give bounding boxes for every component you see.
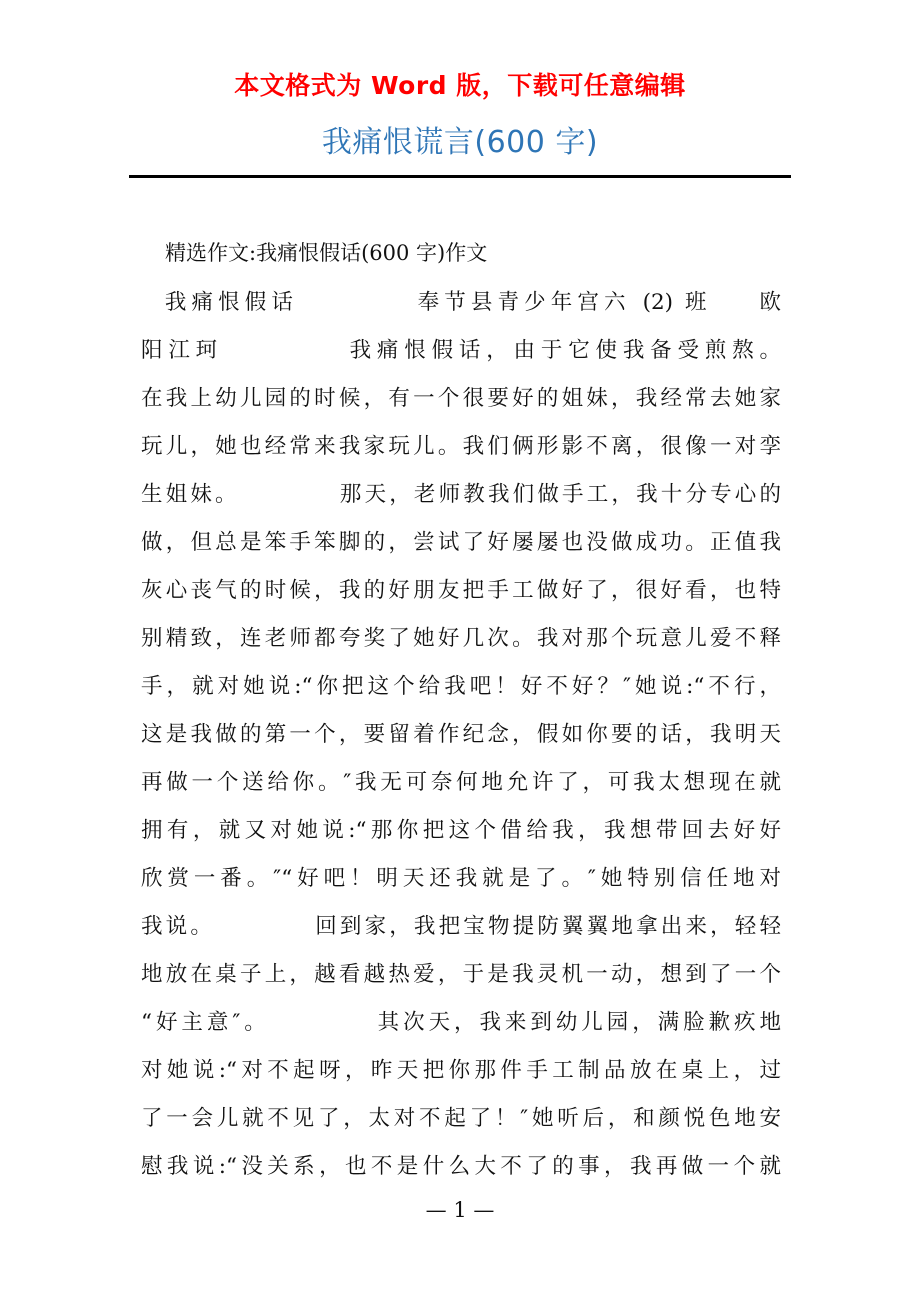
body-line: 灰心丧气的时候，我的好朋友把手工做好了，很好看，也特: [141, 578, 781, 603]
body-line: “好主意″。 其次天，我来到幼儿园，满脸歉疚地: [141, 1010, 781, 1035]
body-line: 地放在桌子上，越看越热爱，于是我灵机一动，想到了一个: [141, 962, 781, 987]
body-line: 对她说:“对不起呀，昨天把你那件手工制品放在桌上，过: [141, 1058, 781, 1083]
body-line: 欣赏一番。″“好吧！明天还我就是了。″她特别信任地对: [141, 866, 781, 891]
body-line: 慰我说:“没关系，也不是什么大不了的事，我再做一个就: [141, 1154, 781, 1179]
body-line: 别精致，连老师都夸奖了她好几次。我对那个玩意儿爱不释: [141, 626, 781, 651]
document-title: 我痛恨谎言(600 字): [321, 125, 599, 160]
body-line: 阳江珂 我痛恨假话，由于它使我备受煎熬。: [141, 338, 781, 363]
body-line: 做，但总是笨手笨脚的，尝试了好屡屡也没做成功。正值我: [141, 530, 781, 555]
page-number: — 1 —: [425, 1198, 495, 1222]
body-line: 这是我做的第一个，要留着作纪念，假如你要的话，我明天: [141, 722, 781, 747]
article-subtitle: 精选作文:我痛恨假话(600 字)作文: [165, 241, 488, 265]
body-line: 玩儿，她也经常来我家玩儿。我们俩形影不离，很像一对孪: [141, 434, 781, 459]
body-line: 手，就对她说:“你把这个给我吧！好不好？″她说:“不行，: [141, 674, 781, 699]
body-line: 我说。 回到家，我把宝物提防翼翼地拿出来，轻轻: [141, 914, 781, 939]
body-line: 在我上幼儿园的时候，有一个很要好的姐妹，我经常去她家: [141, 386, 781, 411]
body-line: 再做一个送给你。″我无可奈何地允许了，可我太想现在就: [141, 770, 781, 795]
body-line: 我痛恨假话 奉节县青少年宫六 (2) 班 欧: [141, 290, 781, 315]
article-body: [141, 283, 781, 1195]
title-divider: [129, 175, 791, 178]
body-line: 生姐妹。 那天，老师教我们做手工，我十分专心的: [141, 482, 781, 507]
body-line: 拥有，就又对她说:“那你把这个借给我，我想带回去好好: [141, 818, 781, 843]
download-notice: 本文格式为 Word 版，下载可任意编辑: [234, 71, 686, 100]
body-line: 了一会儿就不见了，太对不起了！″她听后，和颜悦色地安: [141, 1106, 781, 1131]
